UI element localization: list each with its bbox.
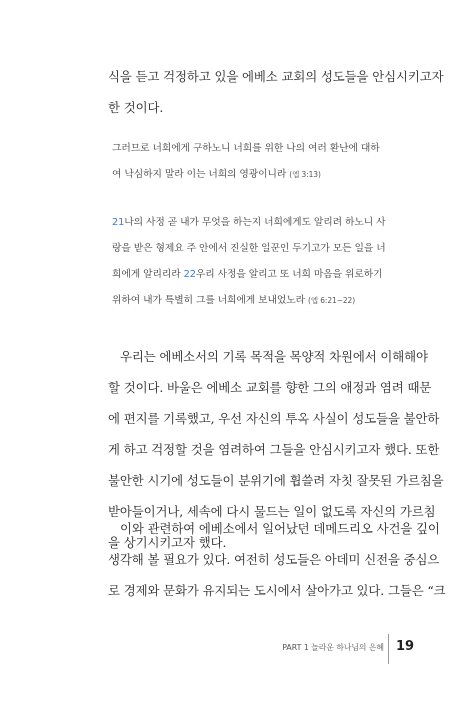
quote-line (112, 210, 386, 236)
footer-divider (388, 634, 389, 664)
quote-line: 그러므로 너희에게 구하노니 너희를 위한 나의 여러 환난에 대하 (112, 143, 380, 154)
quote-text: 우리 사정을 알리고 또 너희 마음을 위로하기 (195, 269, 383, 280)
text-line: 생각해 볼 필요가 있다. 여전히 성도들은 아데미 신전을 중심으 (108, 552, 440, 567)
quote-line (112, 262, 383, 288)
text-line: 할 것이다. 바울은 에베소 교회를 향한 그의 애정과 염려 때문 (108, 380, 432, 395)
quote-text: 위하여 내가 특별히 그를 너희에게 보내었노라 (112, 295, 305, 306)
running-footer-label: PART 1 놀라운 하나님의 은혜 (282, 643, 384, 652)
quote-text: 희에게 알리리라 (112, 269, 184, 280)
text-line: 받아들이거나, 세속에 다시 물드는 일이 없도록 자신의 가르침 (108, 504, 436, 519)
quote-text: 나의 사정 곧 내가 무엇을 하는지 너희에게도 알리려 하노니 사 (124, 217, 386, 228)
page-footer (0, 630, 470, 670)
quote-line: 랑을 받은 형제요 주 안에서 진실한 일꾼인 두기고가 모든 일을 너 (112, 243, 386, 254)
text-line: 한 것이다. (108, 100, 164, 115)
scripture-quote-1 (112, 136, 380, 188)
text-line: 에 편지를 기록했고, 우선 자신의 투옥 사실이 성도들을 불안하 (108, 411, 440, 426)
page-number: 19 (396, 639, 415, 654)
quote-text: 여 낙심하지 말라 이는 너희의 영광이니라 (112, 169, 287, 180)
verse-number: 22 (183, 269, 196, 280)
text-line: 식을 듣고 걱정하고 있을 에베소 교회의 성도들을 안심시키고자 (108, 69, 444, 84)
text-line: 로 경제와 문화가 유지되는 도시에서 살아가고 있다. 그들은 “크 (108, 583, 446, 598)
text-line: 을 상기시키고자 했다. (108, 535, 227, 550)
scripture-reference: (엡 3:13) (289, 170, 321, 179)
text-line: 불안한 시기에 성도들이 분위기에 휩쓸려 자칫 잘못된 가르침을 (108, 473, 444, 488)
quote-line (112, 288, 374, 314)
verse-number: 21 (112, 217, 125, 228)
text-line: 우리는 에베소서의 기록 목적을 목양적 차원에서 이해해야 (120, 349, 428, 364)
quote-line (112, 162, 374, 188)
scripture-reference: (엡 6:21~22) (308, 296, 356, 305)
body-paragraph-2 (108, 513, 446, 606)
text-line: 게 하고 걱정할 것을 염려하여 그들을 안심시키고자 했다. 또한 (108, 442, 440, 457)
scripture-quote-2 (112, 210, 386, 314)
text-line: 이와 관련하여 에베소에서 일어났던 데메드리오 사건을 깊이 (120, 521, 440, 536)
intro-paragraph (108, 61, 444, 123)
